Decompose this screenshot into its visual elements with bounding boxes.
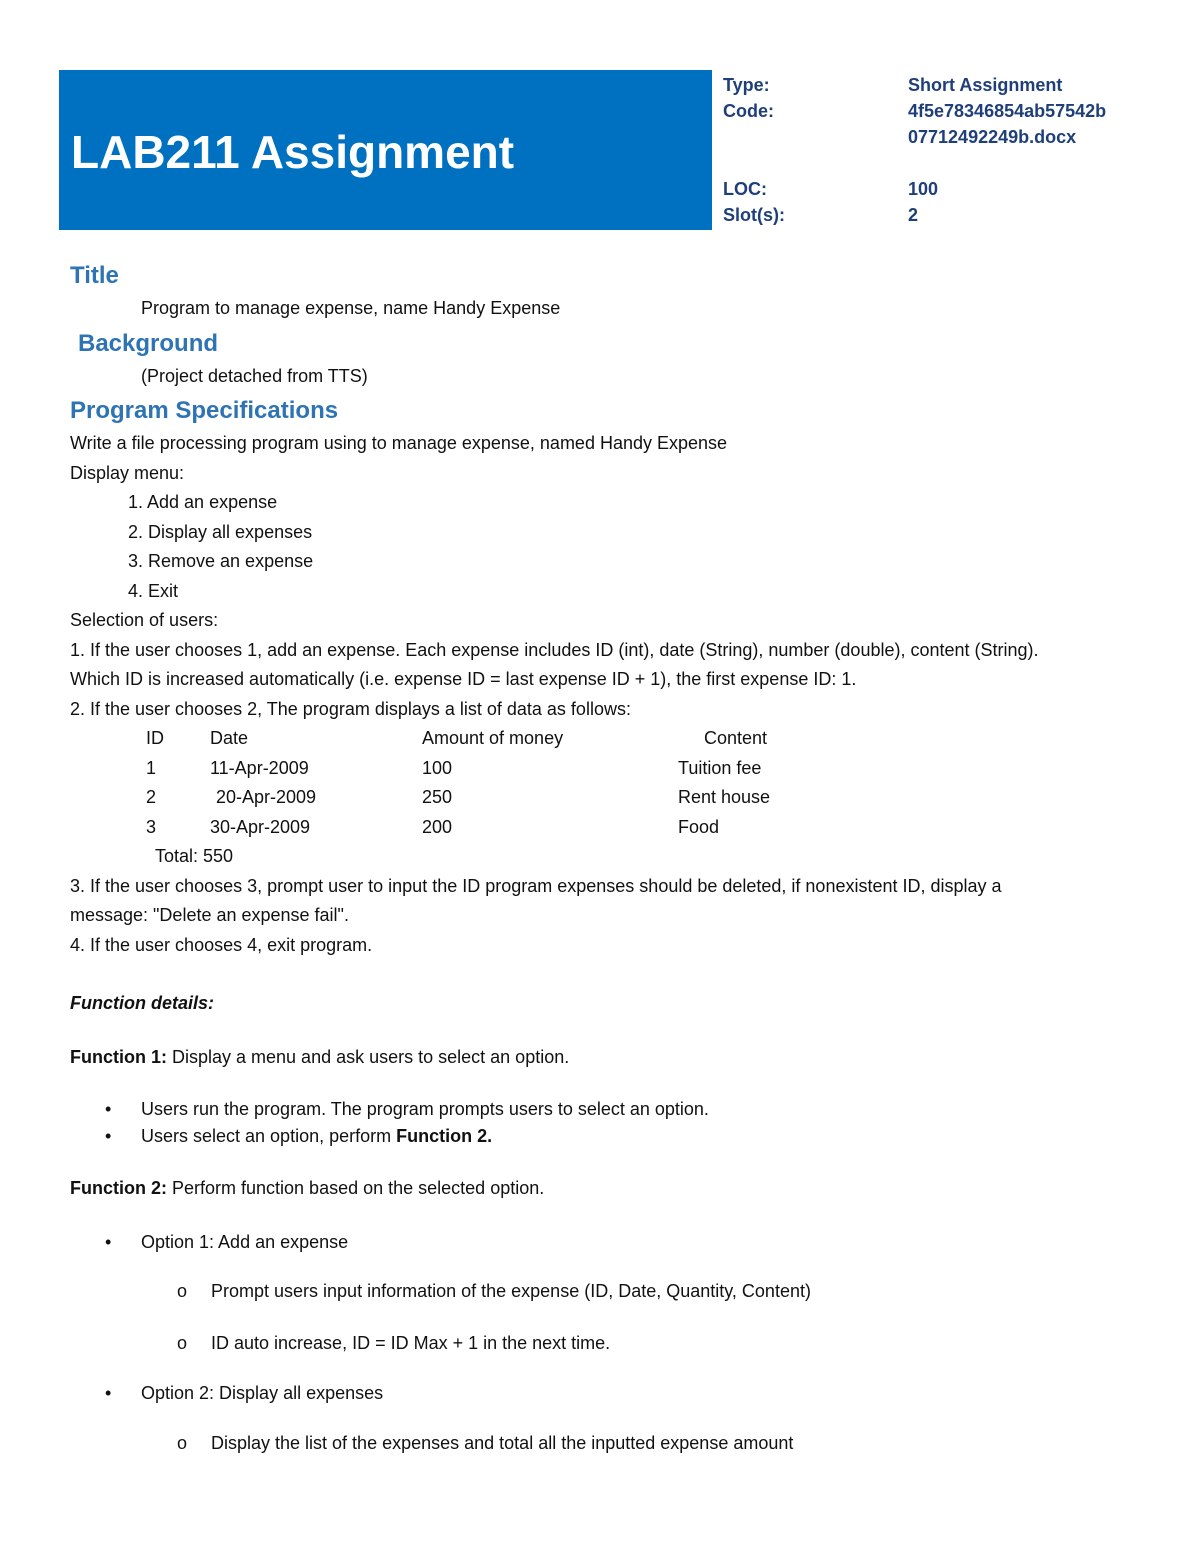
function-1-desc bbox=[70, 1043, 1130, 1073]
bullet-icon: • bbox=[105, 1231, 112, 1252]
choice-3-text-cont: message: "Delete an expense fail". bbox=[70, 905, 349, 925]
meta-row-type bbox=[723, 72, 1123, 98]
option-2-sublist bbox=[70, 1429, 1130, 1459]
table-header: ID bbox=[146, 728, 164, 749]
table-total: Total: 550 bbox=[155, 846, 234, 866]
function-1-bullets bbox=[70, 1096, 1130, 1150]
list-item bbox=[70, 1379, 1130, 1409]
sub-list-item bbox=[70, 1329, 1130, 1359]
table-cell: 2 bbox=[146, 787, 157, 808]
meta-key: Code: bbox=[723, 101, 774, 121]
function-2-options bbox=[70, 1228, 1130, 1258]
table-cell: Food bbox=[678, 816, 720, 837]
title-text: Program to manage expense, name Handy Expense bbox=[141, 298, 561, 318]
document-title: LAB211 Assignment bbox=[71, 126, 515, 178]
choice-1-text-cont: Which ID is increased automatically (i.e. expense ID = last expense ID + 1), the first expense ID: 1. bbox=[70, 669, 857, 689]
table-header-row bbox=[146, 724, 964, 754]
table-cell: 11-Apr-2009 bbox=[210, 757, 309, 778]
choice-2-text: 2. If the user chooses 2, The program displays a list of data as follows: bbox=[70, 698, 631, 719]
assignment-meta bbox=[723, 72, 1123, 228]
circle-bullet-icon: o bbox=[177, 1432, 188, 1453]
function-details-heading: Function details: bbox=[70, 993, 214, 1013]
function-2-options-2 bbox=[70, 1379, 1130, 1409]
list-item bbox=[70, 1228, 1130, 1258]
list-item-bold: Function 2. bbox=[396, 1126, 493, 1146]
meta-row-slots bbox=[723, 202, 1123, 228]
table-header: Amount of money bbox=[422, 728, 564, 749]
list-item-text: Option 2: Display all expenses bbox=[141, 1383, 384, 1403]
bullet-icon: • bbox=[105, 1383, 112, 1403]
meta-value: Short Assignment bbox=[908, 75, 1063, 95]
choice-3-text: 3. If the user chooses 3, prompt user to input the ID program expenses should be deleted, if nonexistent ID, display a bbox=[70, 875, 1002, 896]
table-header: Content bbox=[704, 728, 768, 749]
list-item-text: Users run the program. The program prompts users to select an option. bbox=[141, 1099, 709, 1119]
circle-bullet-icon: o bbox=[177, 1281, 188, 1301]
spec-intro: Write a file processing program using to manage expense, named Handy Expense bbox=[70, 433, 728, 453]
sub-list-item-text: Display the list of the expenses and total all the inputted expense amount bbox=[211, 1432, 794, 1453]
meta-key: Type: bbox=[723, 75, 770, 95]
section-heading-spec: Program Specifications bbox=[70, 397, 339, 424]
meta-key: Slot(s): bbox=[723, 205, 785, 225]
menu-item: 1. Add an expense bbox=[128, 492, 278, 512]
circle-bullet-icon: o bbox=[177, 1332, 188, 1353]
table-header: Date bbox=[210, 728, 249, 749]
section-heading-title: Title bbox=[70, 262, 119, 289]
table-cell: 3 bbox=[146, 816, 157, 837]
table-row bbox=[146, 754, 964, 784]
list-item bbox=[70, 1123, 1130, 1150]
menu-item: 3. Remove an expense bbox=[128, 551, 314, 571]
list-item bbox=[70, 1096, 1130, 1123]
table-cell: 20-Apr-2009 bbox=[216, 787, 317, 808]
display-menu-label: Display menu: bbox=[70, 462, 185, 483]
choice-1-text: 1. If the user chooses 1, add an expense. Each expense includes ID (int), date (String), number (double), content (String). bbox=[70, 639, 1039, 660]
table-cell: 250 bbox=[422, 787, 453, 808]
sub-list-item bbox=[70, 1277, 1130, 1307]
list-item-text: Users select an option, perform bbox=[141, 1126, 397, 1146]
table-row bbox=[146, 783, 964, 813]
meta-row-code bbox=[723, 98, 1123, 176]
function-1-text: Display a menu and ask users to select an option. bbox=[167, 1046, 570, 1067]
selection-label: Selection of users: bbox=[70, 610, 219, 630]
sub-list-item bbox=[70, 1429, 1130, 1459]
function-2-text: Perform function based on the selected option. bbox=[167, 1178, 545, 1198]
meta-value: 100 bbox=[908, 179, 939, 199]
list-item-text: Option 1: Add an expense bbox=[141, 1231, 349, 1252]
menu-item: 2. Display all expenses bbox=[128, 521, 313, 542]
document-body bbox=[70, 258, 1130, 1458]
function-2-label: Function 2: bbox=[70, 1178, 167, 1198]
bullet-icon: • bbox=[105, 1126, 112, 1146]
table-cell: 1 bbox=[146, 757, 157, 778]
meta-value: 2 bbox=[908, 205, 919, 225]
sub-list-item-text: ID auto increase, ID = ID Max + 1 in the next time. bbox=[211, 1332, 611, 1353]
section-heading-background: Background bbox=[78, 329, 219, 357]
table-cell: 200 bbox=[422, 816, 453, 837]
function-1-label: Function 1: bbox=[70, 1046, 167, 1067]
table-cell: Rent house bbox=[678, 787, 771, 808]
sub-list-item-text: Prompt users input information of the expense (ID, Date, Quantity, Content) bbox=[211, 1281, 811, 1301]
menu-item: 4. Exit bbox=[128, 580, 179, 601]
table-cell: 100 bbox=[422, 757, 453, 778]
background-text: (Project detached from TTS) bbox=[141, 365, 368, 386]
table-cell: Tuition fee bbox=[678, 757, 762, 778]
option-1-sublist bbox=[70, 1277, 1130, 1358]
table-cell: 30-Apr-2009 bbox=[210, 816, 311, 837]
choice-4-text: 4. If the user chooses 4, exit program. bbox=[70, 934, 373, 955]
meta-row-loc bbox=[723, 176, 1123, 202]
title-banner bbox=[59, 70, 712, 230]
meta-value: 4f5e78346854ab57542b07712492249b.docx bbox=[908, 101, 1107, 147]
bullet-icon: • bbox=[105, 1099, 112, 1119]
table-row bbox=[146, 813, 964, 843]
expense-table bbox=[146, 724, 964, 842]
function-2-desc bbox=[70, 1174, 1130, 1204]
meta-key: LOC: bbox=[723, 179, 767, 199]
